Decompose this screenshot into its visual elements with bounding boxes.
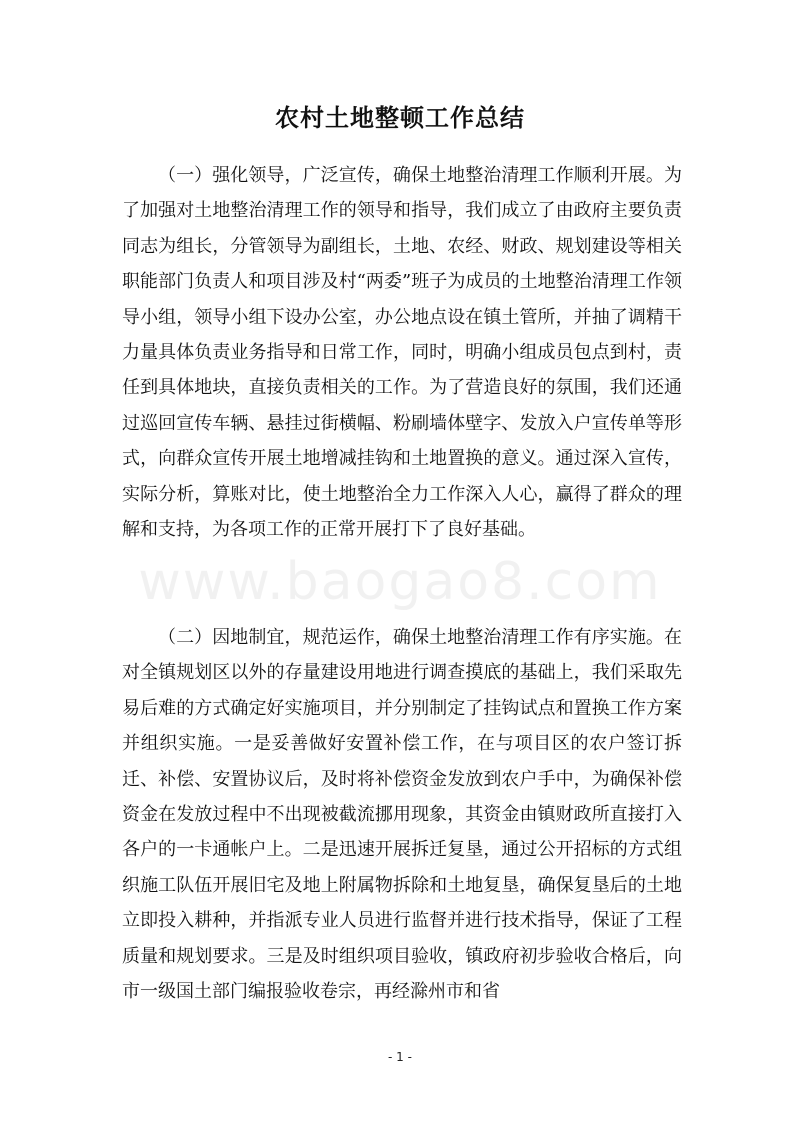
paragraph-2: （二）因地制宜，规范运作，确保土地整治清理工作有序实施。在对全镇规划区以外的存量建设用地进行调查摸底的基础上，我们采取先易后难的方式确定好实施项目，并分别制定了挂钩试点和置换工作方案并组织实施。一是妥善做好安置补偿工作，在与项目区的农户签订拆迁、补偿、安置协议后，及时将补偿资金发放到农户手中，为确保补偿资金在发放过程中不出现被截流挪用现象，其资金由镇财政所直接打入各户的一卡通帐户上。二是迅速开展拆迁复垦，通过公开招标的方式组织施工队伍开展旧宅及地上附属物拆除和土地复垦，确保复垦后的土地立即投入耕种，并指派专业人员进行监督并进行技术指导，保证了工程质量和规划要求。三是及时组织项目验收，镇政府初步验收合格后，向市一级国土部门编报验收卷宗，再经滁州市和省 (122, 627, 682, 1003)
page-number: - 1 - (388, 1050, 412, 1064)
watermark-text: www.baogao8.com (138, 552, 662, 612)
paragraph-1-block (122, 158, 682, 547)
paragraph-2-block (122, 620, 682, 1009)
paragraph-1: （一）强化领导，广泛宣传，确保土地整治清理工作顺利开展。为了加强对土地整治清理工作的领导和指导，我们成立了由政府主要负责同志为组长，分管领导为副组长，土地、农经、财政、规划建设等相关职能部门负责人和项目涉及村“两委”班子为成员的土地整治清理工作领导小组，领导小组下设办公室，办公地点设在镇土管所，并抽了调精干力量具体负责业务指导和日常工作，同时，明确小组成员包点到村，责任到具体地块，直接负责相关的工作。为了营造良好的氛围，我们还通过巡回宣传车辆、悬挂过街横幅、粉刷墙体壁字、发放入户宣传单等形式，向群众宣传开展土地增减挂钩和土地置换的意义。通过深入宣传，实际分析，算账对比，使土地整治全力工作深入人心，赢得了群众的理解和支持，为各项工作的正常开展打下了良好基础。 (122, 165, 682, 541)
document-title: 农村土地整顿工作总结 (275, 104, 525, 132)
